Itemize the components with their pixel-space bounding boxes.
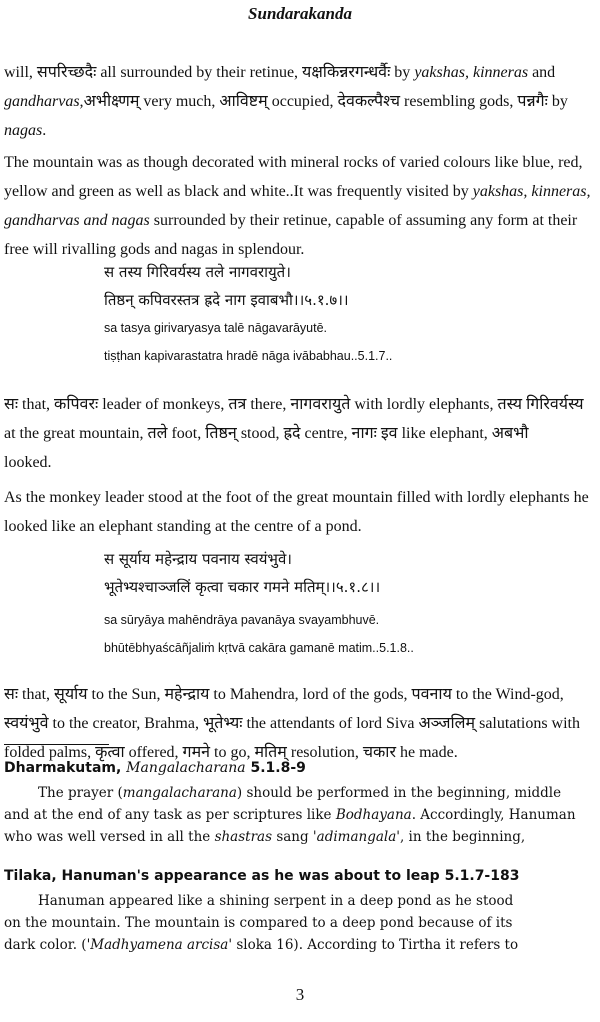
transliteration: sa tasya girivaryasya talē nāgavarāyutē. tiṣṭhan kapivarastatra hradē nāga ivābabhau..5.1.7.. bbox=[104, 321, 393, 363]
commentary-text: The prayer (mangalacharana) should be performed in the beginning, middle and at the end of any task as per scriptures like Bodhayana. Accordingly, Hanuman who was well versed in all the shastras sang 'adimangala', in the beginning, bbox=[4, 785, 576, 845]
commentary-title: Tilaka, Hanuman's appearance as he was about to leap 5.1.7-183 bbox=[4, 868, 520, 884]
transliteration: sa sūryāya mahēndrāya pavanāya svayambhuvē. bhūtēbhyaścāñjaliṁ kṛtvā cakāra gamanē matim..5.1.8.. bbox=[104, 613, 414, 655]
commentary-title: Dharmakutam, Mangalacharana 5.1.8-9 bbox=[4, 760, 306, 776]
gloss-line: gandharvas,अभीक्ष्णम् very much, आविष्टम् occupied, देवकल्पैश्च resembling gods, पन्नगैः by bbox=[4, 93, 568, 110]
sanskrit-verse: स सूर्याय महेन्द्राय पवनाय स्वयंभुवे। भूतेभ्यश्चाञ्जलिं कृत्वा चकार गमने मतिम्।।५.१.८।। bbox=[104, 550, 381, 596]
gloss-line: nagas. bbox=[4, 122, 47, 139]
word-gloss-continuation bbox=[4, 58, 596, 145]
commentary-text: Hanuman appeared like a shining serpent in a deep pond as he stood on the mountain. The mountain is compared to a deep pond because of its dark color. ('Madhyamena arcisa' sloka 16). According to Tirtha it refers to bbox=[4, 893, 519, 953]
footnote-divider bbox=[4, 744, 109, 745]
translation-paragraph: As the monkey leader stood at the foot of the great mountain filled with lordly elephants he looked like an elephant standing at the centre of a pond. bbox=[4, 489, 589, 535]
sanskrit-verse: स तस्य गिरिवर्यस्य तले नागवरायुते। तिष्ठन् कपिवरस्तत्र ह्रदे नाग इवाबभौ।।५.१.७।। bbox=[104, 263, 349, 309]
word-gloss: सः that, कपिवरः leader of monkeys, तत्र there, नागवरायुते with lordly elephants, तस्य गिरिवर्यस्य at the great mountain, तले foot, तिष्ठन् stood, ह्रदे centre, नागः इव like elephant, अबभौ looked. bbox=[4, 396, 584, 471]
translation-paragraph: The mountain was as though decorated with mineral rocks of varied colours like blue, red, yellow and green as well as black and white..It was frequently visited by yakshas, kinneras, gandharvas and nagas surrounded by their retinue, capable of assuming any form at their free will rivalling gods and nagas in splendour. bbox=[4, 154, 591, 258]
word-gloss: सः that, सूर्याय to the Sun, महेन्द्राय to Mahendra, lord of the gods, पवनाय to the Wind-god, स्वयंभुवे to the creator, Brahma, भूतेभ्यः the attendants of lord Siva अञ्जलिम् salutations with folded palms, कृत्वा offered, गमने to go, मतिम् resolution, चकार he made. bbox=[4, 686, 580, 761]
running-header: Sundarakanda bbox=[248, 4, 352, 23]
gloss-line: will, सपरिच्छदैः all surrounded by their retinue, यक्षकिन्नरगन्धर्वैः by yakshas, kinneras and bbox=[4, 64, 556, 81]
page-number: 3 bbox=[295, 985, 305, 1004]
